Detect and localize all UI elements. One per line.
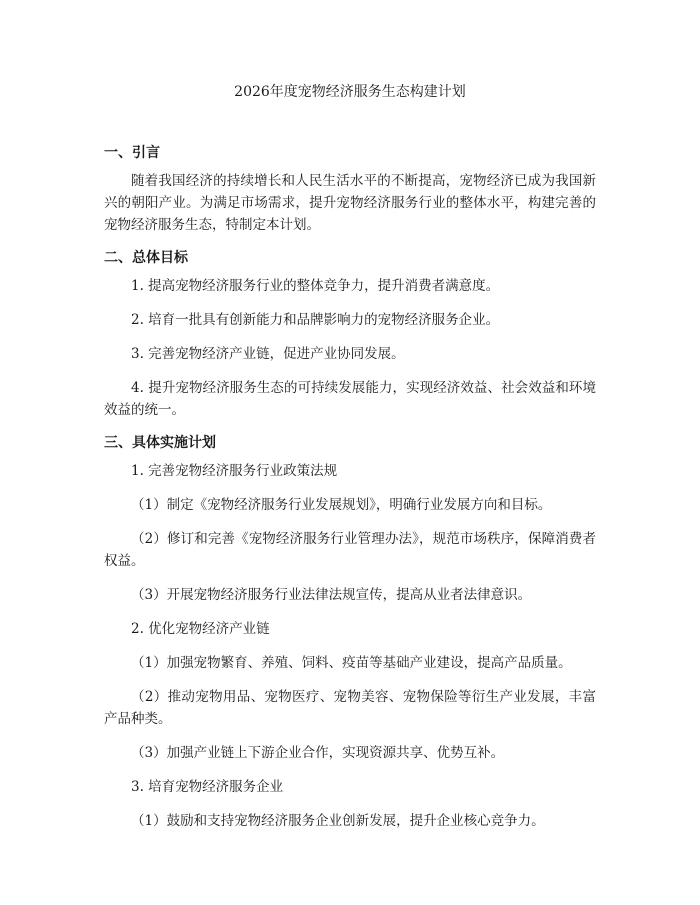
- plan-item: （1）加强宠物繁育、养殖、饲料、疫苗等基础产业建设，提高产品质量。: [131, 655, 572, 671]
- section-heading-intro: 一、引言: [104, 145, 160, 161]
- goal-item: 4. 提升宠物经济服务生态的可持续发展能力，实现经济效益、社会效益和环境效益的统一。: [104, 380, 596, 418]
- plan-item: （1）鼓励和支持宠物经济服务企业创新发展，提升企业核心竞争力。: [131, 813, 545, 829]
- plan-subheading: 3. 培育宠物经济服务企业: [131, 779, 284, 795]
- plan-item: （2）推动宠物用品、宠物医疗、宠物美容、宠物保险等衍生产业发展，丰富产品种类。: [104, 689, 596, 727]
- section-heading-goals: 二、总体目标: [104, 250, 188, 266]
- plan-item: （2）修订和完善《宠物经济服务行业管理办法》，规范市场秩序，保障消费者权益。: [104, 531, 596, 569]
- plan-item: （3）加强产业链上下游企业合作，实现资源共享、优势互补。: [131, 745, 505, 761]
- section-heading-plan: 三、具体实施计划: [104, 435, 216, 451]
- plan-item: （1）制定《宠物经济服务行业发展规划》，明确行业发展方向和目标。: [131, 497, 552, 513]
- goal-item: 2. 培育一批具有创新能力和品牌影响力的宠物经济服务企业。: [131, 312, 500, 328]
- goal-item: 1. 提高宠物经济服务行业的整体竞争力，提升消费者满意度。: [131, 278, 500, 294]
- plan-subheading: 2. 优化宠物经济产业链: [131, 621, 270, 637]
- section-intro: [104, 143, 596, 236]
- goal-item: 3. 完善宠物经济产业链，促进产业协同发展。: [131, 346, 405, 362]
- document-title: 2026年度宠物经济服务生态构建计划: [234, 84, 466, 100]
- section-plan: [104, 433, 596, 832]
- intro-paragraph: 随着我国经济的持续增长和人民生活水平的不断提高，宠物经济已成为我国新兴的朝阳产业。为满足市场需求，提升宠物经济服务行业的整体水平，构建完善的宠物经济服务生态，特制定本计划。: [104, 173, 596, 233]
- plan-subheading: 1. 完善宠物经济服务行业政策法规: [131, 463, 338, 479]
- section-goals: [104, 248, 596, 421]
- plan-item: （3）开展宠物经济服务行业法律法规宣传，提高从业者法律意识。: [131, 587, 532, 603]
